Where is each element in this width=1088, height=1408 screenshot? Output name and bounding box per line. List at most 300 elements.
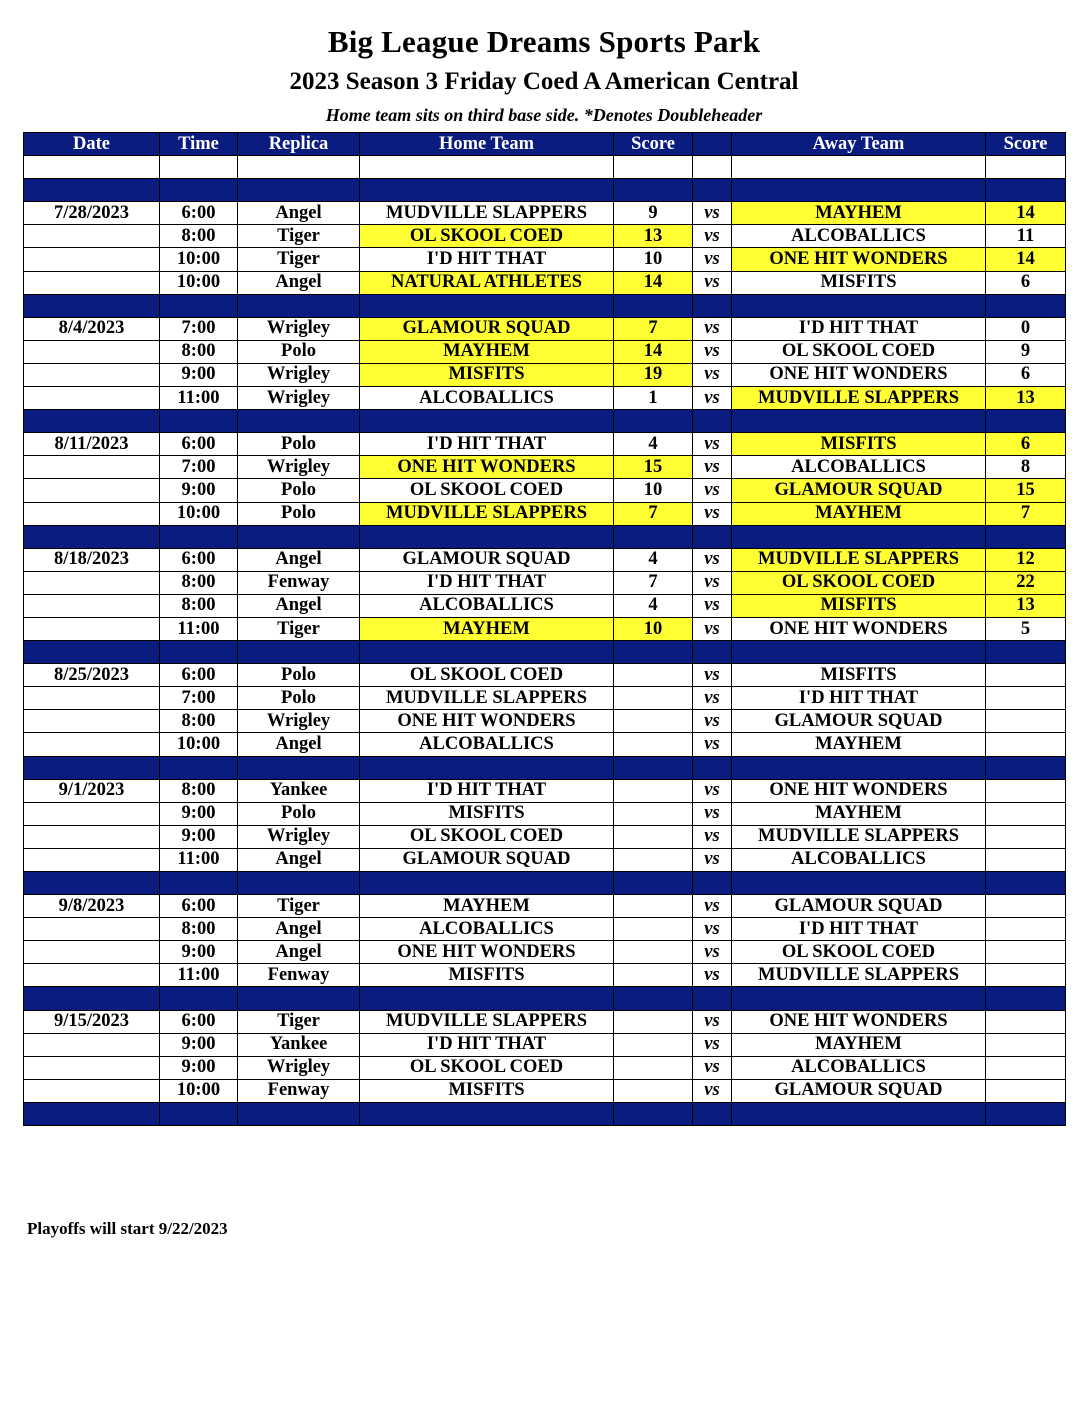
cell-date bbox=[24, 271, 160, 294]
cell-date bbox=[24, 456, 160, 479]
empty-cell bbox=[732, 156, 986, 179]
cell-away-team: OL SKOOL COED bbox=[732, 340, 986, 363]
cell-date bbox=[24, 825, 160, 848]
cell-replica: Angel bbox=[238, 548, 360, 571]
empty-cell bbox=[238, 756, 360, 779]
empty-cell bbox=[24, 525, 160, 548]
cell-away-score: 6 bbox=[986, 363, 1066, 386]
cell-home-score: 10 bbox=[614, 479, 693, 502]
game-row bbox=[24, 548, 1066, 571]
cell-home-score bbox=[614, 779, 693, 802]
game-row bbox=[24, 941, 1066, 964]
empty-cell bbox=[24, 156, 160, 179]
cell-vs: vs bbox=[693, 502, 732, 525]
empty-cell bbox=[360, 872, 614, 895]
cell-replica: Tiger bbox=[238, 1010, 360, 1033]
empty-cell bbox=[238, 294, 360, 317]
cell-time: 7:00 bbox=[160, 687, 238, 710]
cell-away-team: I'D HIT THAT bbox=[732, 687, 986, 710]
empty-cell bbox=[732, 294, 986, 317]
separator-row bbox=[24, 294, 1066, 317]
cell-home-team: MISFITS bbox=[360, 802, 614, 825]
game-row bbox=[24, 687, 1066, 710]
cell-date: 9/8/2023 bbox=[24, 895, 160, 918]
empty-cell bbox=[24, 1102, 160, 1125]
cell-away-score bbox=[986, 710, 1066, 733]
cell-vs: vs bbox=[693, 548, 732, 571]
cell-time: 9:00 bbox=[160, 1033, 238, 1056]
cell-home-score: 19 bbox=[614, 363, 693, 386]
cell-away-team: MAYHEM bbox=[732, 502, 986, 525]
empty-cell bbox=[614, 179, 693, 202]
empty-cell bbox=[360, 641, 614, 664]
col-header-home-score: Score bbox=[614, 133, 693, 156]
cell-vs: vs bbox=[693, 710, 732, 733]
cell-replica: Tiger bbox=[238, 248, 360, 271]
cell-replica: Wrigley bbox=[238, 317, 360, 340]
game-row bbox=[24, 202, 1066, 225]
empty-cell bbox=[238, 987, 360, 1010]
cell-home-team: ONE HIT WONDERS bbox=[360, 710, 614, 733]
empty-cell bbox=[986, 641, 1066, 664]
empty-cell bbox=[693, 641, 732, 664]
cell-home-team: MISFITS bbox=[360, 1079, 614, 1102]
cell-date: 8/25/2023 bbox=[24, 664, 160, 687]
cell-date bbox=[24, 363, 160, 386]
col-header-away-score: Score bbox=[986, 133, 1066, 156]
cell-away-score bbox=[986, 895, 1066, 918]
cell-away-team: I'D HIT THAT bbox=[732, 317, 986, 340]
empty-cell bbox=[986, 1102, 1066, 1125]
table-body bbox=[24, 156, 1066, 1126]
cell-away-score: 8 bbox=[986, 456, 1066, 479]
separator-row bbox=[24, 410, 1066, 433]
empty-cell bbox=[160, 1102, 238, 1125]
cell-time: 10:00 bbox=[160, 733, 238, 756]
cell-date bbox=[24, 941, 160, 964]
cell-home-score bbox=[614, 687, 693, 710]
game-row bbox=[24, 848, 1066, 871]
empty-cell bbox=[238, 1102, 360, 1125]
empty-cell bbox=[160, 872, 238, 895]
cell-date bbox=[24, 617, 160, 640]
page-subtitle: 2023 Season 3 Friday Coed A American Central bbox=[289, 68, 799, 95]
cell-away-team: OL SKOOL COED bbox=[732, 571, 986, 594]
cell-home-score bbox=[614, 1079, 693, 1102]
game-row bbox=[24, 479, 1066, 502]
separator-row bbox=[24, 641, 1066, 664]
cell-home-score: 4 bbox=[614, 548, 693, 571]
cell-date bbox=[24, 710, 160, 733]
cell-home-team: ONE HIT WONDERS bbox=[360, 456, 614, 479]
cell-replica: Angel bbox=[238, 594, 360, 617]
cell-vs: vs bbox=[693, 456, 732, 479]
cell-replica: Wrigley bbox=[238, 456, 360, 479]
table-header bbox=[24, 133, 1066, 156]
cell-home-team: MAYHEM bbox=[360, 895, 614, 918]
cell-away-score: 13 bbox=[986, 594, 1066, 617]
empty-cell bbox=[160, 641, 238, 664]
col-header-date: Date bbox=[24, 133, 160, 156]
empty-cell bbox=[693, 410, 732, 433]
cell-vs: vs bbox=[693, 363, 732, 386]
cell-home-team: I'D HIT THAT bbox=[360, 248, 614, 271]
cell-date: 9/15/2023 bbox=[24, 1010, 160, 1033]
cell-away-score: 15 bbox=[986, 479, 1066, 502]
cell-vs: vs bbox=[693, 1010, 732, 1033]
cell-time: 10:00 bbox=[160, 248, 238, 271]
empty-cell bbox=[24, 756, 160, 779]
cell-home-team: MISFITS bbox=[360, 964, 614, 987]
cell-away-score: 9 bbox=[986, 340, 1066, 363]
game-row bbox=[24, 895, 1066, 918]
cell-away-score: 5 bbox=[986, 617, 1066, 640]
cell-vs: vs bbox=[693, 225, 732, 248]
cell-replica: Polo bbox=[238, 687, 360, 710]
empty-cell bbox=[160, 156, 238, 179]
cell-away-score: 14 bbox=[986, 202, 1066, 225]
game-row bbox=[24, 1079, 1066, 1102]
cell-away-team: MUDVILLE SLAPPERS bbox=[732, 548, 986, 571]
empty-cell bbox=[24, 987, 160, 1010]
cell-away-score bbox=[986, 664, 1066, 687]
game-row bbox=[24, 387, 1066, 410]
cell-away-score bbox=[986, 1079, 1066, 1102]
empty-cell bbox=[614, 872, 693, 895]
empty-cell bbox=[986, 179, 1066, 202]
cell-away-score bbox=[986, 1056, 1066, 1079]
cell-home-score: 1 bbox=[614, 387, 693, 410]
cell-vs: vs bbox=[693, 964, 732, 987]
blank-row bbox=[24, 156, 1066, 179]
cell-time: 8:00 bbox=[160, 918, 238, 941]
cell-home-score bbox=[614, 941, 693, 964]
game-row bbox=[24, 964, 1066, 987]
empty-cell bbox=[238, 410, 360, 433]
empty-cell bbox=[360, 179, 614, 202]
cell-date bbox=[24, 848, 160, 871]
cell-time: 8:00 bbox=[160, 594, 238, 617]
empty-cell bbox=[360, 525, 614, 548]
cell-home-team: OL SKOOL COED bbox=[360, 225, 614, 248]
cell-date bbox=[24, 802, 160, 825]
cell-away-score bbox=[986, 825, 1066, 848]
empty-cell bbox=[24, 872, 160, 895]
empty-cell bbox=[24, 641, 160, 664]
cell-time: 9:00 bbox=[160, 825, 238, 848]
cell-date bbox=[24, 502, 160, 525]
cell-replica: Angel bbox=[238, 848, 360, 871]
cell-away-team: MISFITS bbox=[732, 594, 986, 617]
empty-cell bbox=[986, 294, 1066, 317]
cell-time: 6:00 bbox=[160, 1010, 238, 1033]
cell-home-team: ALCOBALLICS bbox=[360, 733, 614, 756]
cell-replica: Wrigley bbox=[238, 387, 360, 410]
cell-replica: Wrigley bbox=[238, 1056, 360, 1079]
game-row bbox=[24, 433, 1066, 456]
game-row bbox=[24, 779, 1066, 802]
game-row bbox=[24, 248, 1066, 271]
cell-vs: vs bbox=[693, 733, 732, 756]
cell-vs: vs bbox=[693, 271, 732, 294]
cell-time: 9:00 bbox=[160, 941, 238, 964]
cell-home-score bbox=[614, 825, 693, 848]
cell-home-score bbox=[614, 895, 693, 918]
col-header-replica: Replica bbox=[238, 133, 360, 156]
cell-replica: Polo bbox=[238, 502, 360, 525]
game-row bbox=[24, 802, 1066, 825]
cell-away-score bbox=[986, 802, 1066, 825]
game-row bbox=[24, 225, 1066, 248]
cell-away-score: 7 bbox=[986, 502, 1066, 525]
cell-replica: Angel bbox=[238, 918, 360, 941]
game-row bbox=[24, 1056, 1066, 1079]
empty-cell bbox=[986, 156, 1066, 179]
cell-time: 11:00 bbox=[160, 387, 238, 410]
cell-home-team: ONE HIT WONDERS bbox=[360, 941, 614, 964]
cell-vs: vs bbox=[693, 594, 732, 617]
cell-home-score bbox=[614, 1010, 693, 1033]
cell-vs: vs bbox=[693, 1079, 732, 1102]
cell-vs: vs bbox=[693, 848, 732, 871]
cell-away-score: 22 bbox=[986, 571, 1066, 594]
cell-away-team: ONE HIT WONDERS bbox=[732, 1010, 986, 1033]
cell-home-score: 14 bbox=[614, 271, 693, 294]
cell-home-team: MUDVILLE SLAPPERS bbox=[360, 1010, 614, 1033]
cell-time: 8:00 bbox=[160, 779, 238, 802]
empty-cell bbox=[986, 872, 1066, 895]
empty-cell bbox=[238, 156, 360, 179]
empty-cell bbox=[24, 179, 160, 202]
cell-home-score: 4 bbox=[614, 594, 693, 617]
cell-date: 8/4/2023 bbox=[24, 317, 160, 340]
empty-cell bbox=[360, 410, 614, 433]
empty-cell bbox=[614, 156, 693, 179]
cell-away-team: MISFITS bbox=[732, 271, 986, 294]
empty-cell bbox=[732, 410, 986, 433]
cell-home-team: MAYHEM bbox=[360, 617, 614, 640]
empty-cell bbox=[160, 987, 238, 1010]
cell-home-score bbox=[614, 1033, 693, 1056]
cell-date bbox=[24, 1033, 160, 1056]
cell-home-score: 14 bbox=[614, 340, 693, 363]
cell-date: 9/1/2023 bbox=[24, 779, 160, 802]
cell-home-team: I'D HIT THAT bbox=[360, 571, 614, 594]
cell-vs: vs bbox=[693, 1033, 732, 1056]
cell-home-team: ALCOBALLICS bbox=[360, 387, 614, 410]
cell-replica: Wrigley bbox=[238, 710, 360, 733]
cell-replica: Fenway bbox=[238, 1079, 360, 1102]
game-row bbox=[24, 317, 1066, 340]
cell-away-team: ONE HIT WONDERS bbox=[732, 248, 986, 271]
cell-home-team: OL SKOOL COED bbox=[360, 825, 614, 848]
cell-time: 9:00 bbox=[160, 802, 238, 825]
cell-date bbox=[24, 479, 160, 502]
cell-away-score bbox=[986, 1033, 1066, 1056]
cell-vs: vs bbox=[693, 340, 732, 363]
cell-date bbox=[24, 248, 160, 271]
separator-row bbox=[24, 872, 1066, 895]
cell-home-score: 9 bbox=[614, 202, 693, 225]
col-header-vs bbox=[693, 133, 732, 156]
cell-vs: vs bbox=[693, 779, 732, 802]
empty-cell bbox=[614, 641, 693, 664]
schedule-note: Home team sits on third base side. *Denotes Doubleheader bbox=[325, 105, 763, 125]
cell-home-team: I'D HIT THAT bbox=[360, 1033, 614, 1056]
cell-replica: Polo bbox=[238, 802, 360, 825]
empty-cell bbox=[614, 1102, 693, 1125]
cell-date bbox=[24, 733, 160, 756]
cell-home-team: I'D HIT THAT bbox=[360, 779, 614, 802]
game-row bbox=[24, 594, 1066, 617]
game-row bbox=[24, 1010, 1066, 1033]
empty-cell bbox=[693, 987, 732, 1010]
cell-away-team: MISFITS bbox=[732, 433, 986, 456]
cell-time: 9:00 bbox=[160, 479, 238, 502]
cell-away-score bbox=[986, 964, 1066, 987]
cell-replica: Polo bbox=[238, 664, 360, 687]
cell-time: 10:00 bbox=[160, 271, 238, 294]
cell-vs: vs bbox=[693, 1056, 732, 1079]
cell-home-score: 13 bbox=[614, 225, 693, 248]
cell-vs: vs bbox=[693, 317, 732, 340]
schedule-table bbox=[23, 132, 1066, 1126]
cell-date bbox=[24, 387, 160, 410]
cell-home-score: 7 bbox=[614, 317, 693, 340]
cell-home-team: MUDVILLE SLAPPERS bbox=[360, 687, 614, 710]
cell-home-team: ALCOBALLICS bbox=[360, 594, 614, 617]
cell-vs: vs bbox=[693, 825, 732, 848]
cell-replica: Fenway bbox=[238, 571, 360, 594]
game-row bbox=[24, 571, 1066, 594]
cell-away-score bbox=[986, 687, 1066, 710]
empty-cell bbox=[360, 156, 614, 179]
cell-away-team: ALCOBALLICS bbox=[732, 456, 986, 479]
cell-time: 9:00 bbox=[160, 363, 238, 386]
cell-replica: Wrigley bbox=[238, 825, 360, 848]
cell-home-team: GLAMOUR SQUAD bbox=[360, 317, 614, 340]
empty-cell bbox=[160, 294, 238, 317]
cell-home-team: ALCOBALLICS bbox=[360, 918, 614, 941]
cell-vs: vs bbox=[693, 571, 732, 594]
cell-date bbox=[24, 340, 160, 363]
cell-away-team: GLAMOUR SQUAD bbox=[732, 710, 986, 733]
cell-away-team: GLAMOUR SQUAD bbox=[732, 479, 986, 502]
cell-away-score: 6 bbox=[986, 271, 1066, 294]
cell-replica: Tiger bbox=[238, 895, 360, 918]
cell-home-score bbox=[614, 733, 693, 756]
cell-replica: Polo bbox=[238, 433, 360, 456]
cell-date: 7/28/2023 bbox=[24, 202, 160, 225]
cell-away-team: GLAMOUR SQUAD bbox=[732, 1079, 986, 1102]
cell-vs: vs bbox=[693, 248, 732, 271]
cell-replica: Angel bbox=[238, 941, 360, 964]
cell-away-team: MUDVILLE SLAPPERS bbox=[732, 387, 986, 410]
empty-cell bbox=[732, 756, 986, 779]
cell-date bbox=[24, 1056, 160, 1079]
cell-time: 6:00 bbox=[160, 664, 238, 687]
empty-cell bbox=[360, 756, 614, 779]
cell-date bbox=[24, 687, 160, 710]
empty-cell bbox=[732, 987, 986, 1010]
empty-cell bbox=[693, 1102, 732, 1125]
separator-row bbox=[24, 987, 1066, 1010]
cell-home-score: 10 bbox=[614, 248, 693, 271]
cell-home-team: GLAMOUR SQUAD bbox=[360, 848, 614, 871]
cell-home-score: 4 bbox=[614, 433, 693, 456]
cell-time: 9:00 bbox=[160, 1056, 238, 1079]
cell-time: 6:00 bbox=[160, 433, 238, 456]
cell-time: 11:00 bbox=[160, 848, 238, 871]
empty-cell bbox=[24, 410, 160, 433]
cell-vs: vs bbox=[693, 664, 732, 687]
cell-time: 8:00 bbox=[160, 710, 238, 733]
cell-away-score: 6 bbox=[986, 433, 1066, 456]
empty-cell bbox=[160, 410, 238, 433]
col-header-away-team: Away Team bbox=[732, 133, 986, 156]
cell-date bbox=[24, 594, 160, 617]
empty-cell bbox=[614, 410, 693, 433]
cell-home-team: GLAMOUR SQUAD bbox=[360, 548, 614, 571]
cell-home-team: OL SKOOL COED bbox=[360, 1056, 614, 1079]
cell-home-score: 7 bbox=[614, 502, 693, 525]
game-row bbox=[24, 502, 1066, 525]
cell-date: 8/11/2023 bbox=[24, 433, 160, 456]
cell-time: 10:00 bbox=[160, 1079, 238, 1102]
cell-away-score bbox=[986, 918, 1066, 941]
cell-home-team: MAYHEM bbox=[360, 340, 614, 363]
empty-cell bbox=[986, 410, 1066, 433]
cell-replica: Wrigley bbox=[238, 363, 360, 386]
cell-home-score bbox=[614, 1056, 693, 1079]
cell-time: 6:00 bbox=[160, 202, 238, 225]
cell-away-score bbox=[986, 779, 1066, 802]
cell-home-score: 15 bbox=[614, 456, 693, 479]
cell-time: 6:00 bbox=[160, 895, 238, 918]
cell-home-team: I'D HIT THAT bbox=[360, 433, 614, 456]
empty-cell bbox=[986, 525, 1066, 548]
empty-cell bbox=[693, 156, 732, 179]
cell-vs: vs bbox=[693, 387, 732, 410]
cell-away-score: 11 bbox=[986, 225, 1066, 248]
col-header-home-team: Home Team bbox=[360, 133, 614, 156]
game-row bbox=[24, 456, 1066, 479]
cell-time: 8:00 bbox=[160, 340, 238, 363]
empty-cell bbox=[614, 756, 693, 779]
cell-away-score: 12 bbox=[986, 548, 1066, 571]
cell-away-score: 13 bbox=[986, 387, 1066, 410]
separator-row bbox=[24, 1102, 1066, 1125]
cell-away-team: MAYHEM bbox=[732, 1033, 986, 1056]
cell-vs: vs bbox=[693, 433, 732, 456]
cell-date: 8/18/2023 bbox=[24, 548, 160, 571]
game-row bbox=[24, 617, 1066, 640]
cell-vs: vs bbox=[693, 895, 732, 918]
cell-vs: vs bbox=[693, 941, 732, 964]
cell-away-team: ONE HIT WONDERS bbox=[732, 779, 986, 802]
cell-away-team: OL SKOOL COED bbox=[732, 941, 986, 964]
game-row bbox=[24, 918, 1066, 941]
cell-away-team: MAYHEM bbox=[732, 202, 986, 225]
cell-date bbox=[24, 225, 160, 248]
cell-home-team: OL SKOOL COED bbox=[360, 479, 614, 502]
cell-away-team: ALCOBALLICS bbox=[732, 225, 986, 248]
cell-away-score bbox=[986, 848, 1066, 871]
cell-time: 6:00 bbox=[160, 548, 238, 571]
cell-vs: vs bbox=[693, 687, 732, 710]
empty-cell bbox=[238, 872, 360, 895]
empty-cell bbox=[360, 1102, 614, 1125]
